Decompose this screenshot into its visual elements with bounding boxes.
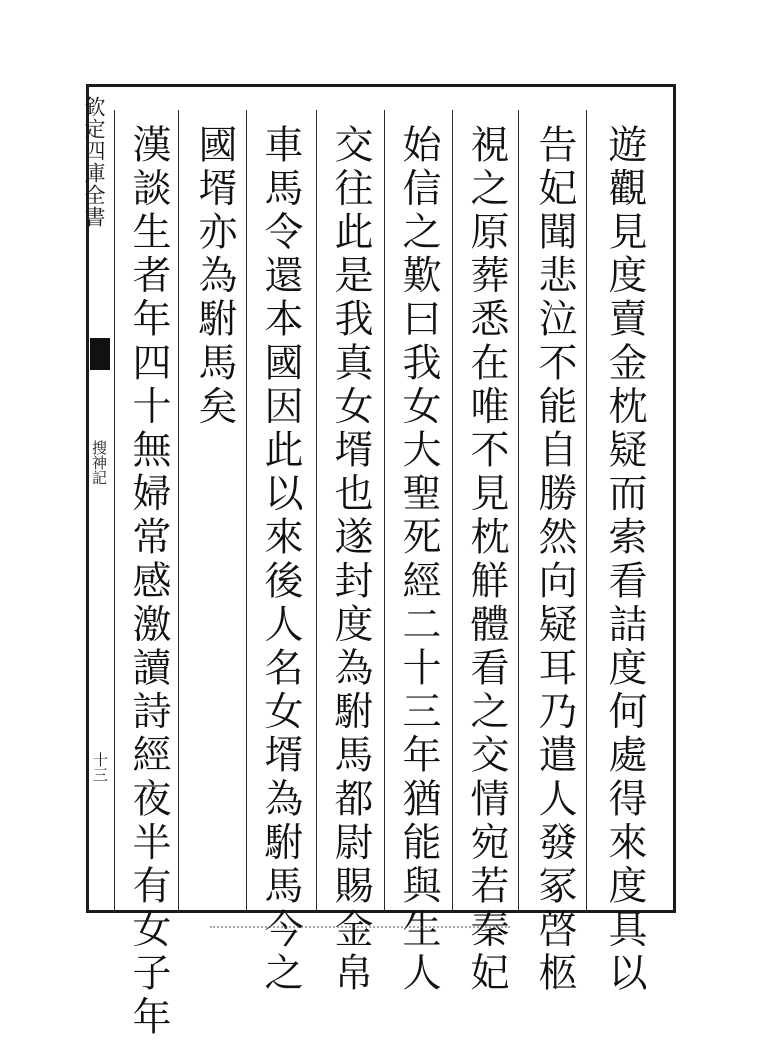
text-column-6: 車馬令還本國因此以來後人名女壻為駙馬今之 [258,124,303,996]
column-rule [586,110,587,910]
text-column-4: 始信之歎曰我女大聖死經二十三年猶能與生人 [396,124,441,996]
column-rule [316,110,317,910]
text-column-7: 國壻亦為駙馬矣 [192,124,237,430]
frame-right-border [673,84,676,913]
column-rule [178,110,179,910]
column-rule [114,110,115,910]
print-specks [210,926,510,934]
folio-number: 十三 [91,752,109,782]
fold-work-title: 搜神記 [90,440,108,485]
text-column-1: 遊觀見度賣金枕疑而索看詰度何處得來度具以 [602,124,647,996]
fold-book-title: 欽定四庫全書 [82,96,106,228]
column-rule [384,110,385,910]
text-column-2: 告妃聞悲泣不能自勝然向疑耳乃遣人發冢啓柩 [532,124,577,996]
text-column-8: 漢談生者年四十無婦常感激讀詩經夜半有女子年 [126,124,171,1040]
column-rule [518,110,519,910]
text-column-3: 視之原葬悉在唯不見枕觧體看之交情宛若秦妃 [464,124,509,996]
text-column-5: 交往此是我真女壻也遂封度為駙馬都尉賜金帛 [328,124,373,996]
column-rule [452,110,453,910]
column-rule [246,110,247,910]
frame-top-border [86,84,676,87]
fish-tail-mark [90,338,110,370]
